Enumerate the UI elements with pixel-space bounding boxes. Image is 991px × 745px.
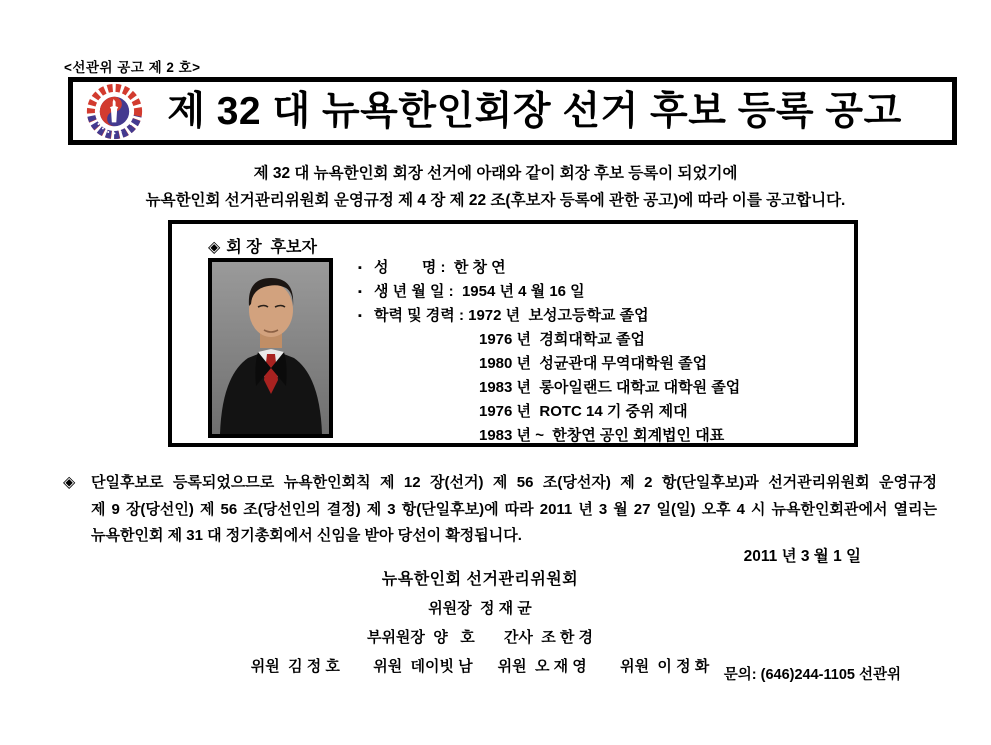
candidate-photo <box>208 258 333 438</box>
page-title: 제 32 대 뉴욕한인회장 선거 후보 등록 공고 <box>167 89 902 133</box>
detail-row <box>358 328 740 352</box>
contact-info: 문의: (646)244-1105 선관위 <box>723 667 901 683</box>
intro-line-2: 뉴욕한인회 선거관리위원회 운영규정 제 4 장 제 22 조(후보자 등록에 관한 공고)에 따라 이를 공고합니다. <box>145 192 846 209</box>
detail-text: 1983 년 ~ 한창연 공인 회계법인 대표 <box>479 427 725 444</box>
notice-line-2: 제 9 장(당선인) 제 56 조(당선인의 결정) 제 3 항(단일후보)에 따라 2011 년 3 월 27 일(일) 오후 4 시 뉴욕한인회관에서 열리는 <box>91 500 937 518</box>
portrait-illustration <box>212 262 329 434</box>
detail-row <box>358 352 740 376</box>
notice-line-3: 뉴욕한인회 제 31 대 정기총회에서 신임을 받아 당선이 확정됩니다. <box>91 527 522 544</box>
detail-text: 생 년 월 일 : 1954 년 4 월 16 일 <box>374 283 585 300</box>
detail-row <box>358 280 740 304</box>
detail-text: 1980 년 성균관대 무역대학원 졸업 <box>479 355 708 372</box>
committee-name: 뉴욕한인회 선거관리위원회 <box>381 571 579 588</box>
detail-text: 1976 년 경희대학교 졸업 <box>479 331 645 348</box>
detail-row <box>358 424 740 448</box>
square-bullet-icon: ▪ <box>358 286 362 298</box>
committee-vice-and-secretary: 부위원장 양 호 간사 조 한 경 <box>366 629 594 646</box>
square-bullet-icon: ▪ <box>358 310 362 322</box>
detail-text: 성 명 : 한 창 연 <box>374 259 506 276</box>
notice-number: <선관위 공고 제 2 호> <box>64 60 201 75</box>
committee-chair: 위원장 정 재 균 <box>428 600 532 617</box>
intro-line-1: 제 32 대 뉴욕한인회 회장 선거에 아래와 같이 회장 후보 등록이 되었기에 <box>253 165 738 182</box>
diamond-bullet-icon: ◈ <box>208 239 221 256</box>
kaagny-emblem-icon <box>86 83 143 140</box>
detail-row <box>358 400 740 424</box>
detail-row <box>358 376 740 400</box>
candidate-details <box>358 256 740 448</box>
announcement-date: 2011 년 3 월 1 일 <box>743 548 861 565</box>
detail-text: 학력 및 경력 : 1972 년 보성고등학교 졸업 <box>374 307 649 324</box>
single-candidate-notice <box>63 470 937 550</box>
candidate-heading-label: 회 장 후보자 <box>226 239 317 256</box>
candidate-info-box <box>168 220 858 447</box>
header-banner <box>68 77 957 145</box>
candidate-heading <box>208 234 317 257</box>
detail-row <box>358 304 740 328</box>
diamond-bullet-icon: ◈ <box>63 474 76 491</box>
intro-paragraph <box>0 160 991 214</box>
notice-line-1: 단일후보로 등록되었으므로 뉴욕한인회칙 제 12 장(선거) 제 56 조(당선자) 제 2 항(단일후보)과 선거관리위원회 운영규정 <box>91 474 937 491</box>
detail-row <box>358 256 740 280</box>
detail-text: 1983 년 롱아일랜드 대학교 대학원 졸업 <box>479 379 741 396</box>
square-bullet-icon: ▪ <box>358 262 362 274</box>
committee-members: 위원 김 정 호 위원 데이빗 남 위원 오 재 영 위원 이 정 화 <box>250 658 710 675</box>
detail-text: 1976 년 ROTC 14 기 중위 제대 <box>479 403 688 420</box>
